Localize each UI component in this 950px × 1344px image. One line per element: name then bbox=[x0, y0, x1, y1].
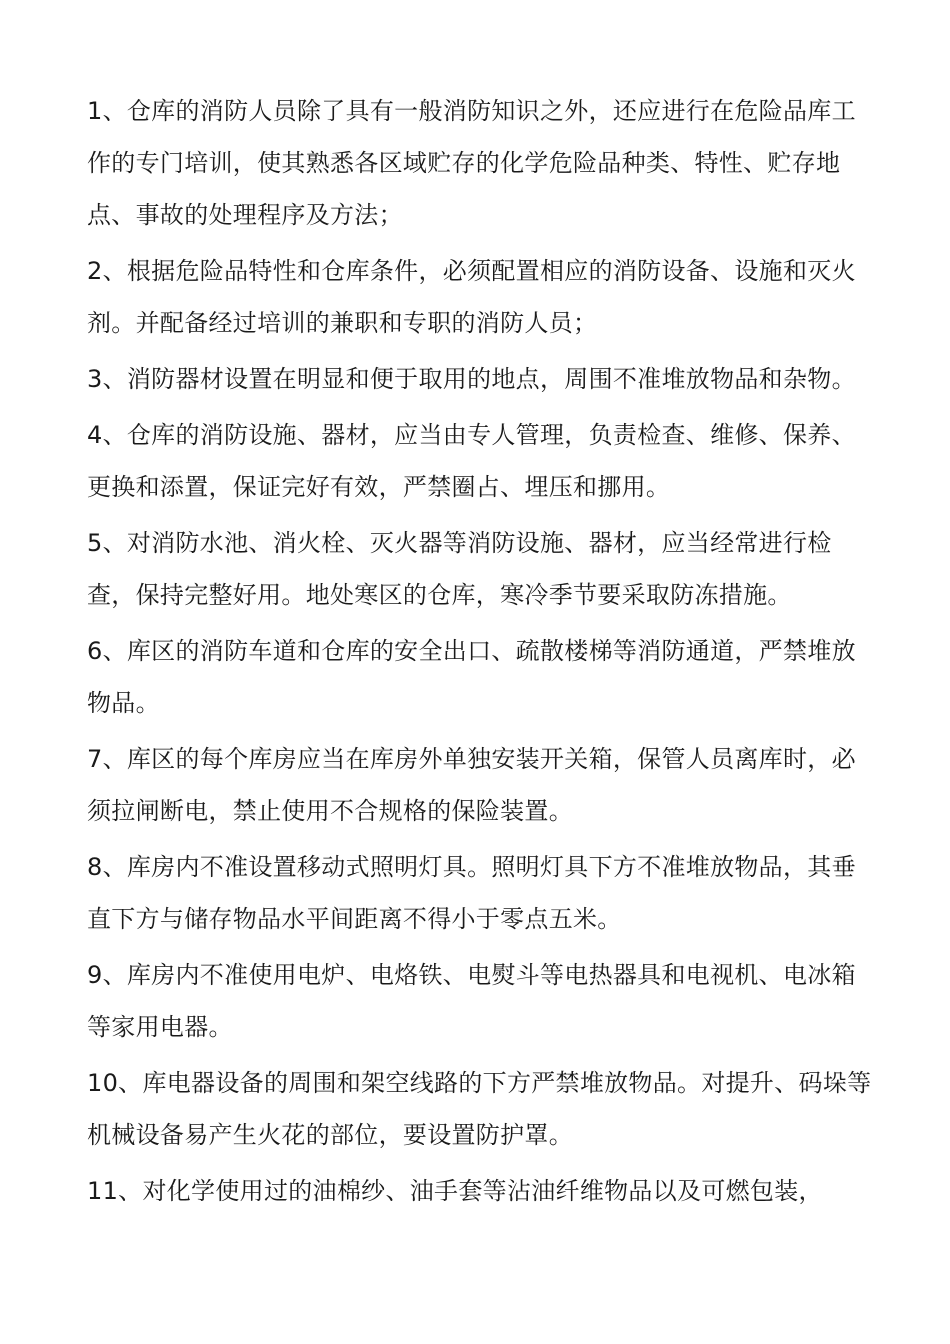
paragraph-8: 8、库房内不准设置移动式照明灯具。照明灯具下方不准堆放物品，其垂直下方与储存物品水平间距离不得小于零点五米。 bbox=[87, 853, 856, 933]
paragraph-7: 7、库区的每个库房应当在库房外单独安装开关箱，保管人员离库时，必须拉闸断电，禁止使用不合规格的保险装置。 bbox=[87, 745, 856, 825]
paragraph-4: 4、仓库的消防设施、器材，应当由专人管理，负责检查、维修、保养、更换和添置，保证完好有效，严禁圈占、埋压和挪用。 bbox=[87, 421, 856, 501]
paragraph-2: 2、根据危险品特性和仓库条件，必须配置相应的消防设备、设施和灭火剂。并配备经过培训的兼职和专职的消防人员； bbox=[87, 257, 856, 337]
paragraph-1: 1、仓库的消防人员除了具有一般消防知识之外，还应进行在危险品库工作的专门培训，使其熟悉各区域贮存的化学危险品种类、特性、贮存地点、事故的处理程序及方法； bbox=[87, 97, 856, 229]
paragraph-6: 6、库区的消防车道和仓库的安全出口、疏散楼梯等消防通道，严禁堆放物品。 bbox=[87, 637, 856, 717]
paragraph-9: 9、库房内不准使用电炉、电烙铁、电熨斗等电热器具和电视机、电冰箱等家用电器。 bbox=[87, 961, 856, 1041]
paragraph-11: 11、对化学使用过的油棉纱、油手套等沾油纤维物品以及可燃包装， bbox=[87, 1177, 823, 1205]
paragraph-10: 10、库电器设备的周围和架空线路的下方严禁堆放物品。对提升、码垛等机械设备易产生火花的部位，要设置防护罩。 bbox=[87, 1069, 872, 1149]
paragraph-3: 3、消防器材设置在明显和便于取用的地点，周围不准堆放物品和杂物。 bbox=[87, 365, 856, 393]
document-body bbox=[87, 85, 872, 1221]
paragraph-5: 5、对消防水池、消火栓、灭火器等消防设施、器材，应当经常进行检查，保持完整好用。地处寒区的仓库，寒冷季节要采取防冻措施。 bbox=[87, 529, 832, 609]
